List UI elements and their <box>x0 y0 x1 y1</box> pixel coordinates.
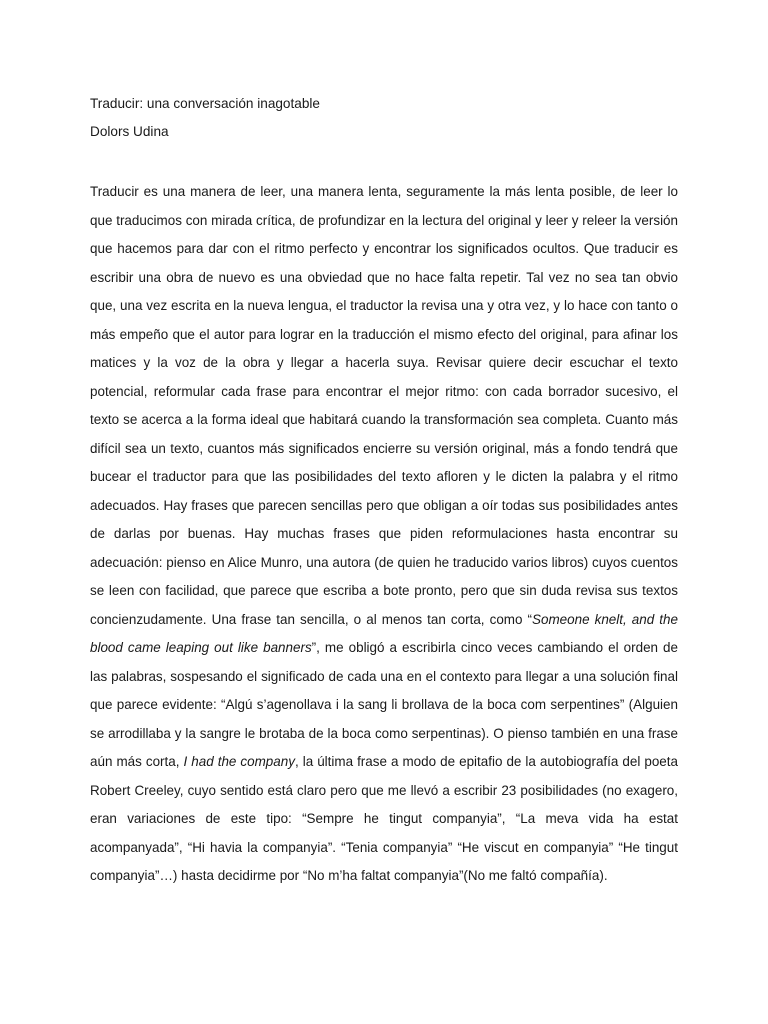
paragraph-text-part-3: , la última frase a modo de epitafio de la autobiografía del poeta Robert Creeley, cuyo sentido está claro pero que me llevó a escribir 23 posibilidades (no exagero, eran variaciones de este tipo: “Sempre he tingut companyia”, “La meva vida ha estat acompanyada”, “Hi havia la companyia”. “Tenia companyia” “He viscut en companyia” “He tingut companyia”…) hasta decidirme por “No m’ha faltat companyia”(No me faltó compañía). <box>90 754 678 883</box>
document-title: Traducir: una conversación inagotable <box>90 96 320 111</box>
document-author: Dolors Udina <box>90 124 169 139</box>
paragraph-text-part-1: Traducir es una manera de leer, una manera lenta, seguramente la más lenta posible, de leer lo que traducimos con mirada crítica, de profundizar en la lectura del original y leer y releer la versión que hacemos para dar con el ritmo perfecto y encontrar los significados ocultos. Que traducir es escribir una obra de nuevo es una obviedad que no hace falta repetir. Tal vez no sea tan obvio que, una vez escrita en la nueva lengua, el traductor la revisa una y otra vez, y lo hace con tanto o más empeño que el autor para lograr en la traducción el mismo efecto del original, para afinar los matices y la voz de la obra y llegar a hacerla suya. Revisar quiere decir escuchar el texto potencial, reformular cada frase para encontrar el mejor ritmo: con cada borrador sucesivo, el texto se acerca a la forma ideal que habitará cuando la transformación sea completa. Cuanto más difícil sea un texto, cuantos más significados encierre su versión original, más a fondo tendrá que bucear el traductor para que las posibilidades del texto afloren y le dicten la palabra y el ritmo adecuados. Hay frases que parecen sencillas pero que obligan a oír todas sus posibilidades antes de darlas por buenas. Hay muchas frases que piden reformulaciones hasta encontrar su adecuación: pienso en Alice Munro, una autora (de quien he traducido varios libros) cuyos cuentos se leen con facilidad, que parece que escriba a bote pronto, pero que sin duda revisa sus textos concienzudamente. Una frase tan sencilla, o al menos tan corta, como “ <box>90 184 678 627</box>
italic-quote-company: I had the company <box>183 754 295 769</box>
italic-quote-banners: Someone knelt, and the blood came leaping out like banners <box>90 611 678 655</box>
document-page <box>90 92 678 891</box>
body-paragraph <box>90 178 678 891</box>
paragraph-text-part-2: ”, me obligó a escribirla cinco veces cambiando el orden de las palabras, sospesando el significado de cada una en el contexto para llegar a una solución final que parece evidente: “Algú s’agenollava i la sang li brollava de la boca com serpentines” (Alguien se arrodillaba y la sangre le brotaba de la boca como serpentinas). O pienso también en una frase aún más corta, <box>90 640 678 769</box>
